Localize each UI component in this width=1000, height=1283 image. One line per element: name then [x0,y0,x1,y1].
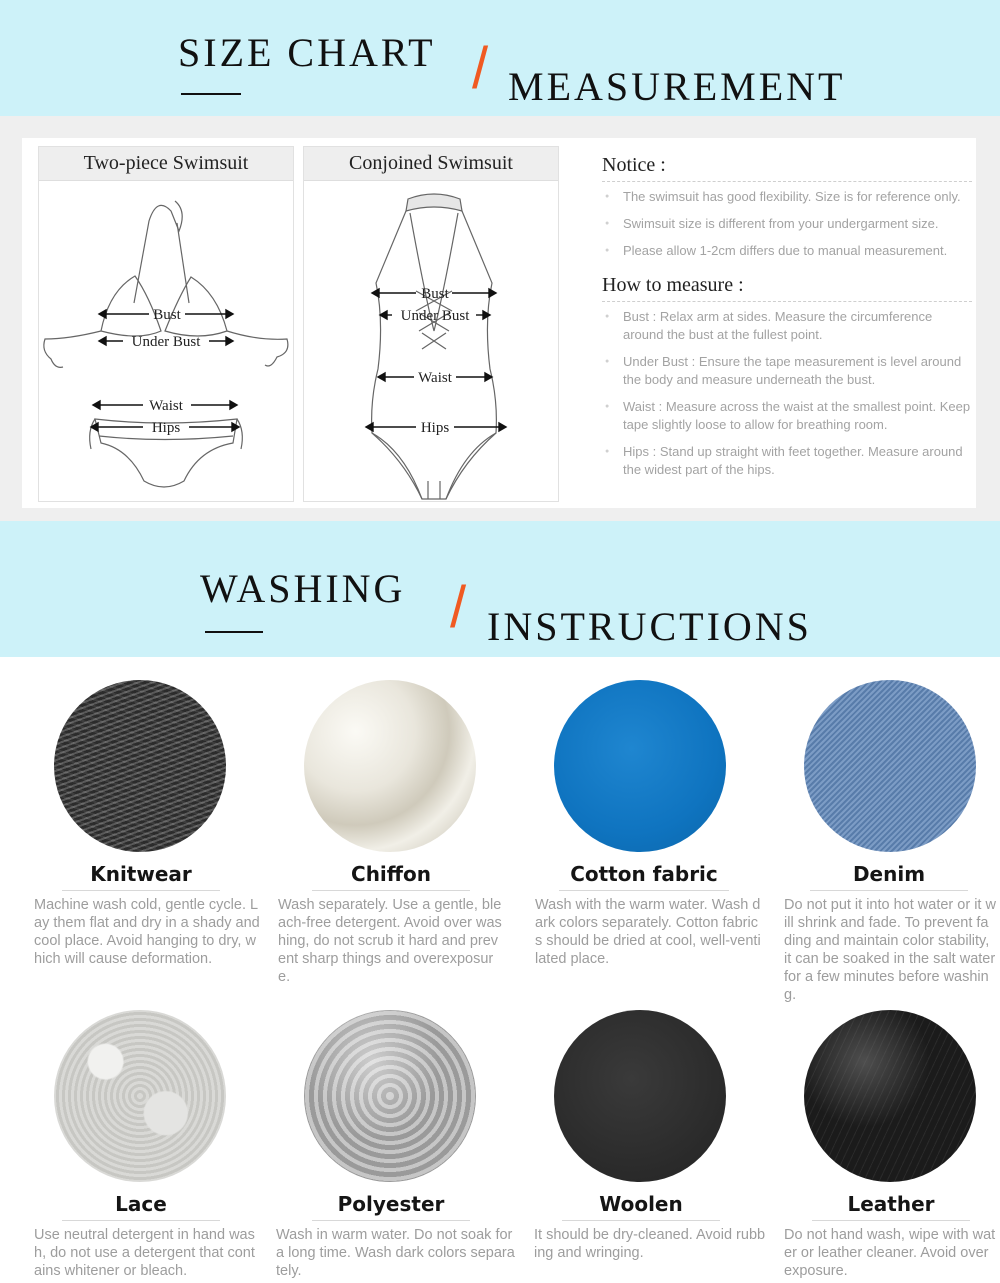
conjoined-waist-label: Waist [418,370,452,386]
two-piece-swimsuit-illustration [39,181,293,501]
two-piece-hips-label: Hips [151,420,181,436]
denim-swatch [804,680,976,852]
conjoined-title: Conjoined Swimsuit [304,147,558,181]
conjoined-hips-label: Hips [420,420,450,436]
notice-item: ● The swimsuit has good flexibility. Size is for reference only. [602,188,972,206]
lace-swatch [54,1010,226,1182]
fabric-card-denim [784,680,1000,1004]
banner-slash: / [472,36,489,101]
fabric-care-text: Wash in warm water. Do not soak for a long time. Wash dark colors separately. [276,1227,515,1279]
notice-heading: Notice : [602,154,972,182]
conjoined-bust-label: Bust [421,286,449,302]
size-chart-section [0,116,1000,521]
banner-title-washing: WASHING [200,566,406,611]
fabric-card-cotton [535,680,775,968]
two-piece-diagram [38,146,294,502]
size-chart-card [22,138,976,508]
chiffon-swatch [304,680,476,852]
polyester-swatch [304,1010,476,1182]
leather-swatch [804,1010,976,1182]
measure-item-hips: ● Hips : Stand up straight with feet together. Measure around the widest part of the hips. [602,443,972,479]
fabric-name: Chiffon [312,862,470,891]
banner-title-instructions: INSTRUCTIONS [487,604,812,649]
conjoined-under-bust-label: Under Bust [400,308,470,324]
fabric-name: Lace [62,1192,220,1221]
fabric-care-text: Use neutral detergent in hand wash, do not use a detergent that contains whitener or bleach. [34,1227,255,1279]
fabric-name: Woolen [562,1192,720,1221]
banner-underline [181,93,241,95]
woolen-swatch [554,1010,726,1182]
measure-item-waist: ● Waist : Measure across the waist at the smallest point. Keep tape slightly loose to allow for breathing room. [602,398,972,434]
size-chart-banner [0,0,1000,116]
how-to-measure-list [602,308,972,479]
notice-list [602,188,972,260]
washing-banner [0,521,1000,657]
banner-title-size-chart: SIZE CHART [178,30,436,75]
fabric-card-chiffon [278,680,518,986]
fabric-name: Knitwear [62,862,220,891]
fabric-name: Cotton fabric [559,862,729,891]
conjoined-diagram [303,146,559,502]
size-notes [602,154,972,488]
fabric-care-text: Wash separately. Use a gentle, bleach-free detergent. Avoid over washing, do not scrub it hard and prevent sharp things and overexposure. [278,897,502,985]
fabric-name: Leather [812,1192,970,1221]
two-piece-under-bust-label: Under Bust [131,334,201,350]
knitwear-swatch [54,680,226,852]
how-to-measure-heading: How to measure : [602,274,972,302]
fabric-care-text: Do not put it into hot water or it will shrink and fade. To prevent fading and maintain color stability, it can be soaked in the salt water for a few minutes before washing. [784,897,996,1003]
fabric-card-polyester [276,1010,516,1280]
two-piece-title: Two-piece Swimsuit [39,147,293,181]
conjoined-swimsuit-illustration [304,181,558,501]
two-piece-waist-label: Waist [149,398,183,414]
measure-item-under-bust: ● Under Bust : Ensure the tape measurement is level around the body and measure underneath the bust. [602,353,972,389]
fabric-care-text: Do not hand wash, wipe with water or leather cleaner. Avoid over exposure. [784,1227,996,1279]
two-piece-bust-label: Bust [153,307,181,323]
notice-item: ● Please allow 1-2cm differs due to manual measurement. [602,242,972,260]
banner-underline [205,631,263,633]
fabric-card-lace [34,1010,274,1280]
fabric-card-knitwear [34,680,274,968]
fabric-name: Denim [810,862,968,891]
fabric-care-text: It should be dry-cleaned. Avoid rubbing and wringing. [534,1227,766,1261]
fabric-card-leather [784,1010,1000,1280]
fabric-card-woolen [534,1010,774,1262]
measure-item-bust: ● Bust : Relax arm at sides. Measure the circumference around the bust at the fullest point. [602,308,972,344]
cotton-swatch [554,680,726,852]
fabric-care-text: Machine wash cold, gentle cycle. Lay them flat and dry in a shady and cool place. Avoid hanging to dry, which will cause deformation. [34,897,260,967]
banner-slash: / [450,575,467,640]
fabric-name: Polyester [312,1192,470,1221]
notice-item: ● Swimsuit size is different from your undergarment size. [602,215,972,233]
banner-title-measurement: MEASUREMENT [508,64,846,109]
fabric-care-text: Wash with the warm water. Wash dark colors separately. Cotton fabrics should be dried at cool, well-ventilated place. [535,897,761,967]
